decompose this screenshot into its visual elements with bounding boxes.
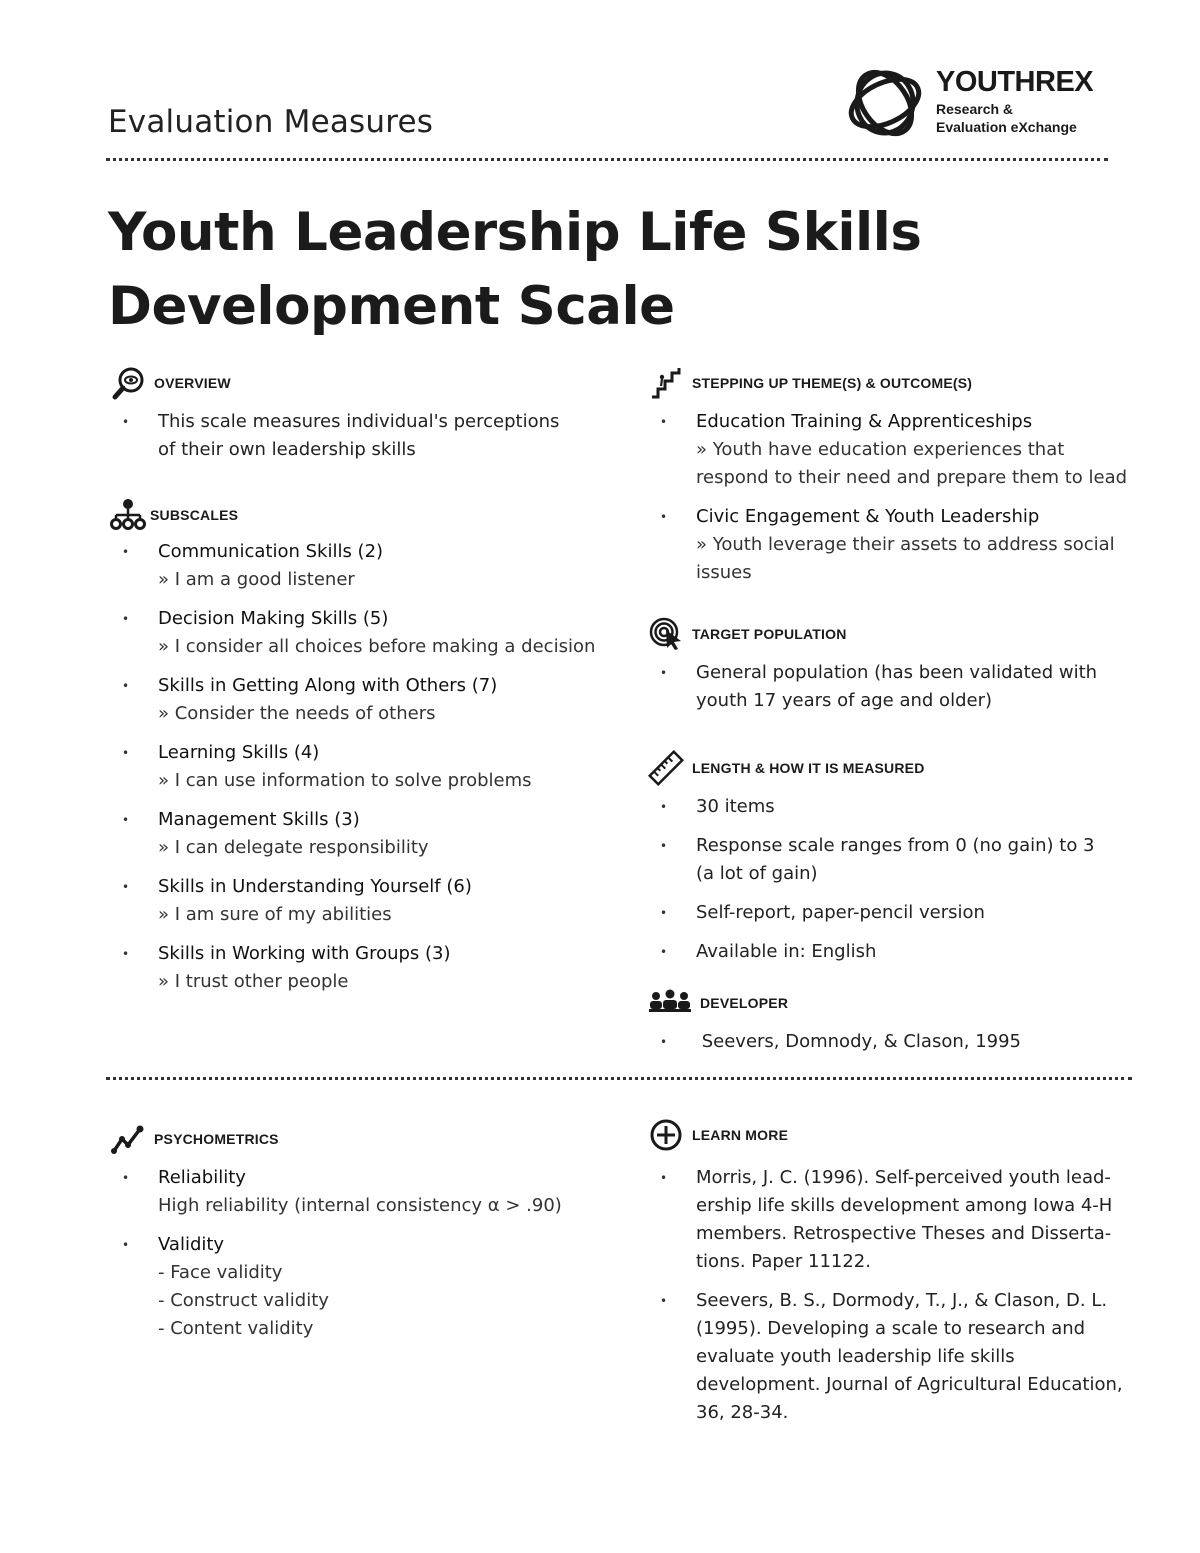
overview-heading bbox=[110, 368, 610, 398]
list-item bbox=[648, 793, 1138, 821]
reliability-label: • Reliability bbox=[158, 1167, 246, 1188]
list-item bbox=[648, 659, 1126, 715]
subscale-name: • Skills in Getting Along with Others (7) bbox=[158, 675, 498, 696]
overview-heading-label: OVERVIEW bbox=[154, 375, 231, 391]
subscale-example: » I consider all choices before making a decision bbox=[158, 636, 596, 657]
target-heading bbox=[648, 619, 1138, 649]
overview-item-text: This scale measures individual's perceptions of their own leadership skills bbox=[158, 411, 560, 460]
overview-list bbox=[110, 408, 610, 464]
stairs-icon bbox=[648, 365, 684, 401]
right-column bbox=[648, 368, 1138, 1056]
eyebrow-label: Evaluation Measures bbox=[108, 104, 434, 140]
theme-detail: » Youth have education experiences that respond to their need and prepare them to lead bbox=[696, 439, 1128, 488]
page-title-line1: Youth Leadership Life Skills bbox=[108, 202, 922, 263]
subscale-name: • Decision Making Skills (5) bbox=[158, 608, 389, 629]
length-list bbox=[648, 793, 1138, 966]
theme-name: • Civic Engagement & Youth Leadership bbox=[696, 506, 1040, 527]
subscale-name: • Learning Skills (4) bbox=[158, 742, 320, 763]
page-title bbox=[108, 196, 1008, 344]
developer-heading-label: DEVELOPER bbox=[700, 995, 789, 1011]
themes-heading-label: STEPPING UP THEME(S) & OUTCOME(S) bbox=[692, 375, 973, 391]
subscales-heading-label: SUBSCALES bbox=[150, 507, 239, 523]
subscale-example: » I am a good listener bbox=[158, 569, 355, 590]
subscales-list bbox=[110, 538, 610, 996]
validity-label: • Validity bbox=[158, 1234, 225, 1255]
length-section bbox=[648, 753, 1138, 966]
logo-name: YOUTHREX bbox=[936, 66, 1094, 98]
list-item bbox=[648, 899, 1138, 927]
list-item bbox=[110, 806, 610, 862]
subscale-example: » I can use information to solve problems bbox=[158, 770, 532, 791]
list-item bbox=[110, 538, 610, 594]
psychometrics-heading bbox=[110, 1124, 610, 1154]
length-item-text: Available in: English bbox=[696, 941, 877, 962]
plus-circle-icon bbox=[648, 1117, 684, 1153]
subscale-name: • Skills in Understanding Yourself (6) bbox=[158, 876, 472, 897]
list-item bbox=[648, 938, 1138, 966]
subscale-example: » Consider the needs of others bbox=[158, 703, 436, 724]
list-item bbox=[648, 503, 1116, 587]
target-heading-label: TARGET POPULATION bbox=[692, 626, 847, 642]
theme-name: • Education Training & Apprenticeships bbox=[696, 411, 1033, 432]
list-item bbox=[648, 408, 1136, 492]
subscale-example: » I am sure of my abilities bbox=[158, 904, 392, 925]
section-divider bbox=[106, 1077, 1132, 1080]
target-list bbox=[648, 659, 1138, 715]
learn-more-section bbox=[648, 1120, 1138, 1427]
header-divider bbox=[106, 158, 1108, 161]
list-item bbox=[648, 1164, 1126, 1276]
developer-list bbox=[648, 1028, 1138, 1056]
list-item bbox=[110, 605, 610, 661]
length-item-text: Response scale ranges from 0 (no gain) to 3 (a lot of gain) bbox=[696, 835, 1095, 884]
subscale-name: • Skills in Working with Groups (3) bbox=[158, 943, 451, 964]
subscale-name: • Management Skills (3) bbox=[158, 809, 360, 830]
overview-section bbox=[110, 368, 610, 464]
psychometrics-list bbox=[110, 1164, 610, 1343]
magnifier-eye-icon bbox=[110, 365, 146, 401]
left-column bbox=[110, 368, 610, 996]
subscale-example: » I trust other people bbox=[158, 971, 349, 992]
validity-detail: - Content validity bbox=[158, 1318, 314, 1339]
reference-text: Seevers, B. S., Dormody, T., J., & Clason, D. L. (1995). Developing a scale to research and evaluate youth leadership life skills development. Journal of Agricultural Education, 36, 28-34. bbox=[696, 1290, 1123, 1423]
theme-detail: » Youth leverage their assets to address social issues bbox=[696, 534, 1115, 583]
page-title-line2: Development Scale bbox=[108, 276, 675, 337]
themes-heading bbox=[648, 368, 1138, 398]
learn-more-heading bbox=[648, 1120, 1138, 1150]
target-item-text: General population (has been validated with youth 17 years of age and older) bbox=[696, 662, 1098, 711]
psychometrics-heading-label: PSYCHOMETRICS bbox=[154, 1131, 279, 1147]
developer-item-text: Seevers, Domnody, & Clason, 1995 bbox=[696, 1031, 1022, 1052]
target-pointer-icon bbox=[648, 616, 684, 652]
subscale-name: • Communication Skills (2) bbox=[158, 541, 384, 562]
learn-more-list bbox=[648, 1164, 1138, 1427]
logo-subtitle-line1: Research & bbox=[936, 101, 1014, 117]
trend-line-icon bbox=[110, 1121, 146, 1157]
list-item bbox=[110, 672, 610, 728]
subscales-section bbox=[110, 500, 610, 996]
list-item bbox=[110, 940, 610, 996]
validity-detail: - Face validity bbox=[158, 1262, 283, 1283]
list-item bbox=[110, 1231, 610, 1343]
list-item bbox=[648, 1028, 1138, 1056]
list-item bbox=[110, 408, 568, 464]
people-group-icon bbox=[648, 985, 692, 1021]
validity-detail: - Construct validity bbox=[158, 1290, 329, 1311]
length-item-text: Self-report, paper-pencil version bbox=[696, 902, 985, 923]
developer-section bbox=[648, 988, 1138, 1056]
ruler-icon bbox=[648, 750, 684, 786]
list-item bbox=[110, 739, 610, 795]
length-item-text: 30 items bbox=[696, 796, 775, 817]
themes-list bbox=[648, 408, 1138, 587]
list-item bbox=[110, 1164, 610, 1220]
org-chart-icon bbox=[110, 497, 146, 533]
list-item bbox=[648, 832, 1096, 888]
orbit-logo-icon bbox=[844, 62, 926, 144]
length-heading bbox=[648, 753, 1138, 783]
developer-heading bbox=[648, 988, 1138, 1018]
youthrex-logo bbox=[844, 62, 1114, 144]
psychometrics-section bbox=[110, 1124, 610, 1343]
list-item bbox=[110, 873, 610, 929]
target-section bbox=[648, 619, 1138, 715]
reliability-detail: High reliability (internal consistency α > .90) bbox=[158, 1195, 562, 1216]
themes-section bbox=[648, 368, 1138, 587]
subscales-heading bbox=[110, 500, 610, 530]
reference-text: Morris, J. C. (1996). Self-perceived youth lead-ership life skills development among Iowa 4-H members. Retrospective Theses and Disserta-tions. Paper 11122. bbox=[696, 1167, 1113, 1272]
subscale-example: » I can delegate responsibility bbox=[158, 837, 429, 858]
list-item bbox=[648, 1287, 1126, 1427]
length-heading-label: LENGTH & HOW IT IS MEASURED bbox=[692, 760, 925, 776]
logo-subtitle-line2: Evaluation eXchange bbox=[936, 119, 1077, 135]
learn-more-heading-label: LEARN MORE bbox=[692, 1127, 789, 1143]
logo-subtitle bbox=[936, 100, 1077, 136]
